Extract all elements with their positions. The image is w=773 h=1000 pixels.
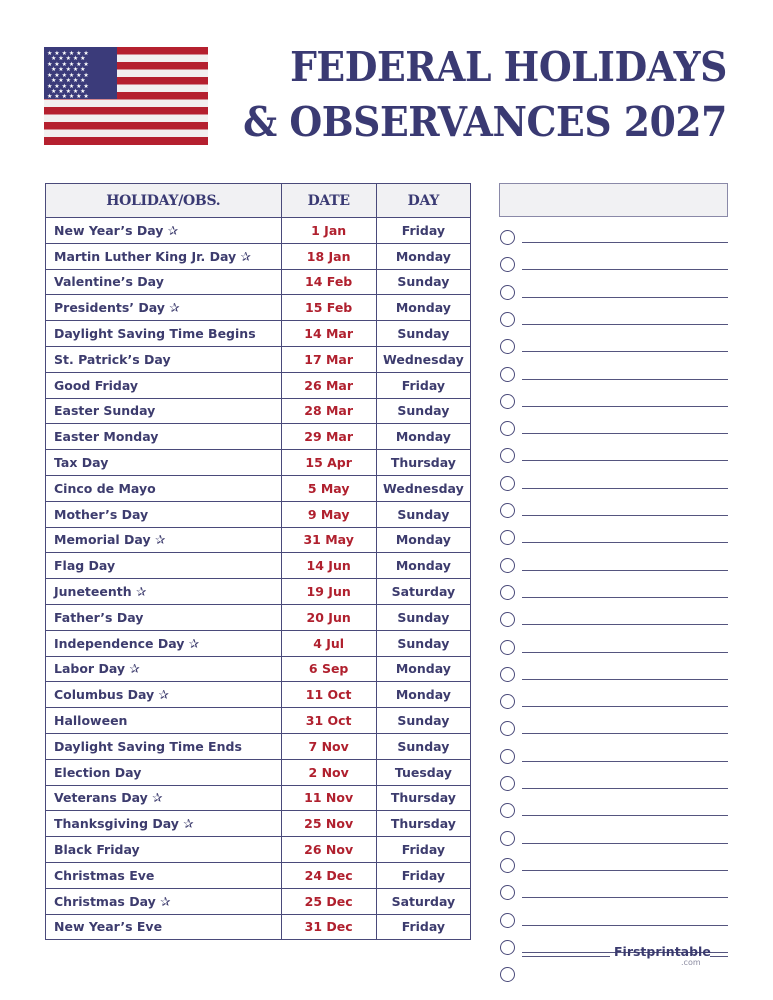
date-cell: 1 Jan [281, 218, 376, 244]
note-item [500, 640, 728, 660]
date-cell: 25 Nov [281, 811, 376, 837]
note-line[interactable] [522, 515, 728, 516]
holiday-table [45, 183, 471, 940]
checkbox-circle-icon[interactable] [500, 694, 515, 709]
date-cell: 7 Nov [281, 733, 376, 759]
day-cell: Friday [376, 837, 470, 863]
date-cell: 14 Jun [281, 553, 376, 579]
holiday-name-cell: Thanksgiving Day ✰ [46, 811, 282, 837]
checkbox-circle-icon[interactable] [500, 530, 515, 545]
note-line[interactable] [522, 843, 728, 844]
day-cell: Friday [376, 218, 470, 244]
date-cell: 25 Dec [281, 888, 376, 914]
note-item [500, 285, 728, 305]
holiday-name-cell: New Year’s Day ✰ [46, 218, 282, 244]
day-cell: Saturday [376, 579, 470, 605]
note-line[interactable] [522, 706, 728, 707]
day-cell: Wednesday [376, 475, 470, 501]
checkbox-circle-icon[interactable] [500, 394, 515, 409]
column-header-holiday: HOLIDAY/OBS. [46, 184, 282, 218]
table-row [46, 527, 471, 553]
checkbox-circle-icon[interactable] [500, 721, 515, 736]
svg-text:★ ★ ★ ★ ★ ★: ★ ★ ★ ★ ★ ★ [47, 61, 89, 68]
note-line[interactable] [522, 269, 728, 270]
checkbox-circle-icon[interactable] [500, 367, 515, 382]
table-row [46, 733, 471, 759]
note-item [500, 831, 728, 851]
note-line[interactable] [522, 624, 728, 625]
holiday-name-cell: Christmas Day ✰ [46, 888, 282, 914]
note-item [500, 749, 728, 769]
date-cell: 6 Sep [281, 656, 376, 682]
checkbox-circle-icon[interactable] [500, 913, 515, 928]
date-cell: 31 May [281, 527, 376, 553]
note-item [500, 257, 728, 277]
checkbox-circle-icon[interactable] [500, 448, 515, 463]
table-row [46, 914, 471, 940]
checkbox-circle-icon[interactable] [500, 749, 515, 764]
checkbox-circle-icon[interactable] [500, 803, 515, 818]
note-line[interactable] [522, 761, 728, 762]
checkbox-circle-icon[interactable] [500, 312, 515, 327]
date-cell: 31 Dec [281, 914, 376, 940]
day-cell: Sunday [376, 604, 470, 630]
note-line[interactable] [522, 570, 728, 571]
checkbox-circle-icon[interactable] [500, 503, 515, 518]
day-cell: Wednesday [376, 346, 470, 372]
holiday-name-cell: Veterans Day ✰ [46, 785, 282, 811]
brand-logo: Firstprintable [614, 944, 711, 959]
table-row [46, 269, 471, 295]
note-item [500, 230, 728, 250]
svg-text:★ ★ ★ ★ ★ ★: ★ ★ ★ ★ ★ ★ [47, 50, 89, 57]
note-item [500, 503, 728, 523]
page-title [201, 40, 727, 150]
day-cell: Friday [376, 914, 470, 940]
note-line[interactable] [522, 297, 728, 298]
holiday-name-cell: Juneteenth ✰ [46, 579, 282, 605]
day-cell: Friday [376, 862, 470, 888]
day-cell: Monday [376, 243, 470, 269]
svg-text:★ ★ ★ ★ ★ ★: ★ ★ ★ ★ ★ ★ [47, 93, 89, 100]
holiday-name-cell: Columbus Day ✰ [46, 682, 282, 708]
date-cell: 9 May [281, 501, 376, 527]
checkbox-circle-icon[interactable] [500, 940, 515, 955]
note-item [500, 339, 728, 359]
note-line[interactable] [522, 788, 728, 789]
table-row [46, 398, 471, 424]
holiday-name-cell: Election Day [46, 759, 282, 785]
holiday-name-cell: Good Friday [46, 372, 282, 398]
holiday-name-cell: Easter Monday [46, 424, 282, 450]
table-row [46, 450, 471, 476]
note-line[interactable] [522, 460, 728, 461]
table-row [46, 604, 471, 630]
note-item [500, 558, 728, 578]
note-line[interactable] [522, 870, 728, 871]
note-line[interactable] [522, 542, 728, 543]
day-cell: Monday [376, 527, 470, 553]
date-cell: 11 Nov [281, 785, 376, 811]
svg-text:★ ★ ★ ★ ★ ★: ★ ★ ★ ★ ★ ★ [47, 72, 89, 79]
note-line[interactable] [522, 406, 728, 407]
day-cell: Monday [376, 295, 470, 321]
table-row [46, 218, 471, 244]
table-row [46, 888, 471, 914]
day-cell: Sunday [376, 708, 470, 734]
day-cell: Sunday [376, 321, 470, 347]
note-line[interactable] [522, 652, 728, 653]
table-row [46, 243, 471, 269]
note-line[interactable] [522, 242, 728, 243]
note-item [500, 667, 728, 687]
table-row [46, 579, 471, 605]
note-item [500, 694, 728, 714]
svg-text:★ ★ ★ ★ ★: ★ ★ ★ ★ ★ [51, 66, 86, 73]
holiday-name-cell: Cinco de Mayo [46, 475, 282, 501]
date-cell: 20 Jun [281, 604, 376, 630]
us-flag-icon [44, 47, 208, 145]
holiday-name-cell: Daylight Saving Time Ends [46, 733, 282, 759]
holiday-name-cell: Halloween [46, 708, 282, 734]
holiday-name-cell: Christmas Eve [46, 862, 282, 888]
date-cell: 14 Mar [281, 321, 376, 347]
date-cell: 26 Mar [281, 372, 376, 398]
day-cell: Friday [376, 372, 470, 398]
holiday-name-cell: Presidents’ Day ✰ [46, 295, 282, 321]
holiday-name-cell: Martin Luther King Jr. Day ✰ [46, 243, 282, 269]
checkbox-circle-icon[interactable] [500, 285, 515, 300]
note-line[interactable] [522, 379, 728, 380]
holiday-name-cell: Easter Sunday [46, 398, 282, 424]
holiday-name-cell: Mother’s Day [46, 501, 282, 527]
column-header-day: DAY [376, 184, 470, 218]
note-item [500, 885, 728, 905]
holiday-name-cell: St. Patrick’s Day [46, 346, 282, 372]
notes-header-box [499, 183, 728, 217]
holiday-name-cell: New Year’s Eve [46, 914, 282, 940]
checkbox-circle-icon[interactable] [500, 612, 515, 627]
date-cell: 14 Feb [281, 269, 376, 295]
date-cell: 28 Mar [281, 398, 376, 424]
date-cell: 2 Nov [281, 759, 376, 785]
day-cell: Thursday [376, 450, 470, 476]
checkbox-circle-icon[interactable] [500, 476, 515, 491]
note-item [500, 530, 728, 550]
table-row [46, 372, 471, 398]
table-row [46, 321, 471, 347]
date-cell: 18 Jan [281, 243, 376, 269]
date-cell: 19 Jun [281, 579, 376, 605]
table-row [46, 811, 471, 837]
table-row [46, 501, 471, 527]
day-cell: Thursday [376, 785, 470, 811]
date-cell: 5 May [281, 475, 376, 501]
note-item [500, 803, 728, 823]
note-line[interactable] [522, 897, 728, 898]
checkbox-circle-icon[interactable] [500, 967, 515, 982]
note-item [500, 448, 728, 468]
date-cell: 15 Apr [281, 450, 376, 476]
note-item [500, 967, 728, 987]
note-item [500, 721, 728, 741]
holiday-name-cell: Daylight Saving Time Begins [46, 321, 282, 347]
note-item [500, 913, 728, 933]
brand-logo-sub: .com [681, 958, 701, 967]
table-header-row [46, 184, 471, 218]
day-cell: Sunday [376, 733, 470, 759]
date-cell: 29 Mar [281, 424, 376, 450]
day-cell: Monday [376, 424, 470, 450]
note-item [500, 858, 728, 878]
holiday-name-cell: Black Friday [46, 837, 282, 863]
checkbox-circle-icon[interactable] [500, 585, 515, 600]
note-line[interactable] [522, 815, 728, 816]
checkbox-circle-icon[interactable] [500, 339, 515, 354]
checkbox-circle-icon[interactable] [500, 640, 515, 655]
note-item [500, 312, 728, 332]
day-cell: Thursday [376, 811, 470, 837]
checkbox-circle-icon[interactable] [500, 831, 515, 846]
note-item [500, 394, 728, 414]
table-row [46, 862, 471, 888]
checkbox-circle-icon[interactable] [500, 558, 515, 573]
day-cell: Sunday [376, 398, 470, 424]
note-line[interactable] [522, 324, 728, 325]
note-line[interactable] [522, 351, 728, 352]
note-line[interactable] [522, 925, 728, 926]
table-row [46, 682, 471, 708]
checkbox-circle-icon[interactable] [500, 421, 515, 436]
date-cell: 26 Nov [281, 837, 376, 863]
table-row [46, 295, 471, 321]
table-row [46, 346, 471, 372]
day-cell: Tuesday [376, 759, 470, 785]
holiday-name-cell: Tax Day [46, 450, 282, 476]
title-line-1: FEDERAL HOLIDAYS [290, 43, 727, 91]
checkbox-circle-icon[interactable] [500, 858, 515, 873]
note-item [500, 612, 728, 632]
date-cell: 4 Jul [281, 630, 376, 656]
column-header-date: DATE [281, 184, 376, 218]
note-line [522, 956, 610, 957]
date-cell: 15 Feb [281, 295, 376, 321]
day-cell: Sunday [376, 501, 470, 527]
title-line-2: & OBSERVANCES 2027 [243, 98, 727, 146]
table-row [46, 630, 471, 656]
svg-text:★ ★ ★ ★ ★ ★: ★ ★ ★ ★ ★ ★ [47, 83, 89, 90]
day-cell: Sunday [376, 630, 470, 656]
checkbox-circle-icon[interactable] [500, 257, 515, 272]
date-cell: 24 Dec [281, 862, 376, 888]
note-item [500, 585, 728, 605]
day-cell: Monday [376, 553, 470, 579]
day-cell: Sunday [376, 269, 470, 295]
note-line [710, 956, 728, 957]
table-row [46, 759, 471, 785]
checkbox-circle-icon[interactable] [500, 776, 515, 791]
holiday-name-cell: Independence Day ✰ [46, 630, 282, 656]
svg-text:★ ★ ★ ★ ★: ★ ★ ★ ★ ★ [51, 55, 86, 62]
day-cell: Monday [376, 682, 470, 708]
holiday-name-cell: Flag Day [46, 553, 282, 579]
date-cell: 17 Mar [281, 346, 376, 372]
checkbox-circle-icon[interactable] [500, 667, 515, 682]
holiday-name-cell: Father’s Day [46, 604, 282, 630]
table-row [46, 424, 471, 450]
note-line[interactable] [522, 488, 728, 489]
table-row [46, 837, 471, 863]
table-row [46, 656, 471, 682]
note-item [500, 421, 728, 441]
note-line[interactable] [522, 433, 728, 434]
note-item [500, 367, 728, 387]
note-line[interactable] [522, 679, 728, 680]
holiday-name-cell: Labor Day ✰ [46, 656, 282, 682]
note-line[interactable] [522, 733, 728, 734]
date-cell: 11 Oct [281, 682, 376, 708]
day-cell: Saturday [376, 888, 470, 914]
date-cell: 31 Oct [281, 708, 376, 734]
holiday-name-cell: Valentine’s Day [46, 269, 282, 295]
table-row [46, 785, 471, 811]
checkbox-circle-icon[interactable] [500, 885, 515, 900]
table-row [46, 708, 471, 734]
day-cell: Monday [376, 656, 470, 682]
svg-text:★ ★ ★ ★ ★: ★ ★ ★ ★ ★ [51, 77, 86, 84]
table-row [46, 475, 471, 501]
table-row [46, 553, 471, 579]
holiday-name-cell: Memorial Day ✰ [46, 527, 282, 553]
svg-text:★ ★ ★ ★ ★: ★ ★ ★ ★ ★ [51, 88, 86, 95]
note-item [500, 476, 728, 496]
checkbox-circle-icon[interactable] [500, 230, 515, 245]
note-line[interactable] [522, 597, 728, 598]
note-item [500, 776, 728, 796]
